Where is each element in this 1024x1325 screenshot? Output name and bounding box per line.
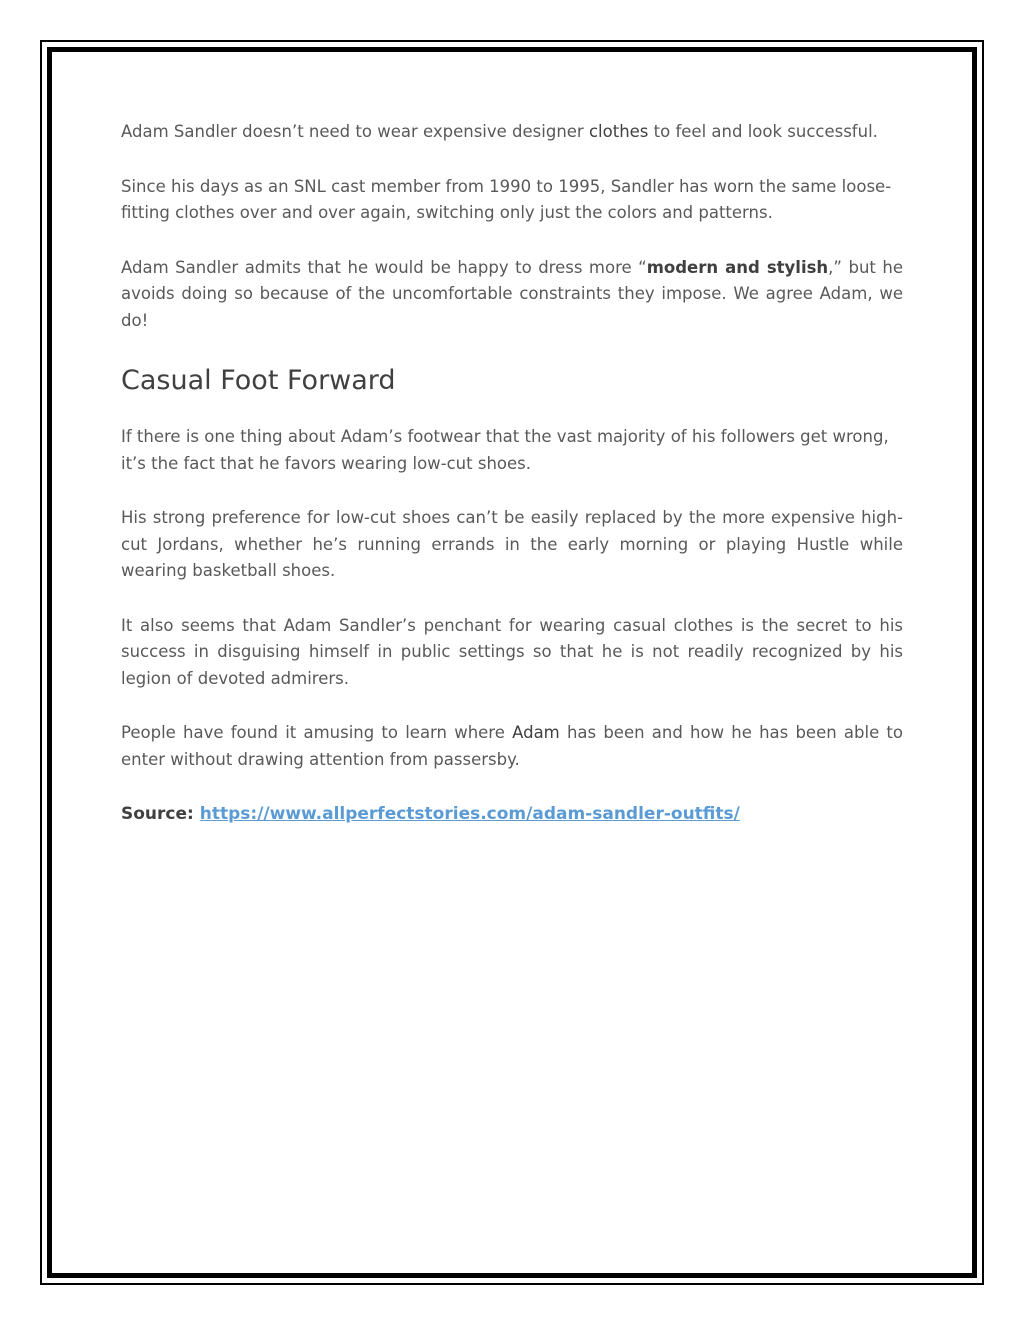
paragraph-passersby-start: People have found it amusing to learn where bbox=[121, 723, 513, 742]
paragraph-low-cut-preference: His strong preference for low-cut shoes can’t be easily replaced by the more expensive high-cut Jordans, whether he’s running errands in the early morning or playing Hustle while wearing basketball shoes. bbox=[121, 508, 903, 580]
source-link[interactable]: https://www.allperfectstories.com/adam-sandler-outfits/ bbox=[199, 804, 740, 824]
paragraph-disguise: It also seems that Adam Sandler’s penchant for wearing casual clothes is the secret to his success in disguising himself in public settings so that he is not readily recognized by his legion of devoted admirers. bbox=[121, 615, 903, 688]
paragraph-intro bbox=[121, 119, 903, 146]
paragraph-passersby-end: has been and how he has been able to enter without drawing attention from passersby. bbox=[121, 723, 903, 769]
paragraph-intro-start: Adam Sandler doesn’t need to wear expensive designer bbox=[121, 122, 589, 141]
paragraph-passersby bbox=[121, 720, 903, 773]
paragraph-intro-end: to feel and look successful. bbox=[648, 122, 878, 141]
paragraph-modern-stylish-start: Adam Sandler admits that he would be happy to dress more “ bbox=[121, 257, 647, 277]
paragraph-modern-stylish bbox=[121, 255, 903, 335]
section-heading: Casual Foot Forward bbox=[121, 365, 396, 396]
clothes-keyword: clothes bbox=[588, 122, 649, 141]
source-label: Source: bbox=[121, 804, 194, 824]
source-line bbox=[121, 801, 903, 828]
paragraph-snl-history: Since his days as an SNL cast member from 1990 to 1995, Sandler has worn the same loose-fitting clothes over and over again, switching only just the colors and patterns. bbox=[121, 176, 892, 222]
modern-stylish-bold: modern and stylish bbox=[646, 257, 829, 277]
adam-keyword: Adam bbox=[512, 723, 560, 742]
document-body bbox=[121, 119, 903, 856]
paragraph-modern-stylish-end: ,” but he avoids doing so because of the uncomfortable constraints they impose. We agree Adam, we do! bbox=[121, 257, 903, 330]
paragraph-footwear: If there is one thing about Adam’s footwear that the vast majority of his followers get wrong, it’s the fact that he favors wearing low-cut shoes. bbox=[121, 427, 889, 473]
